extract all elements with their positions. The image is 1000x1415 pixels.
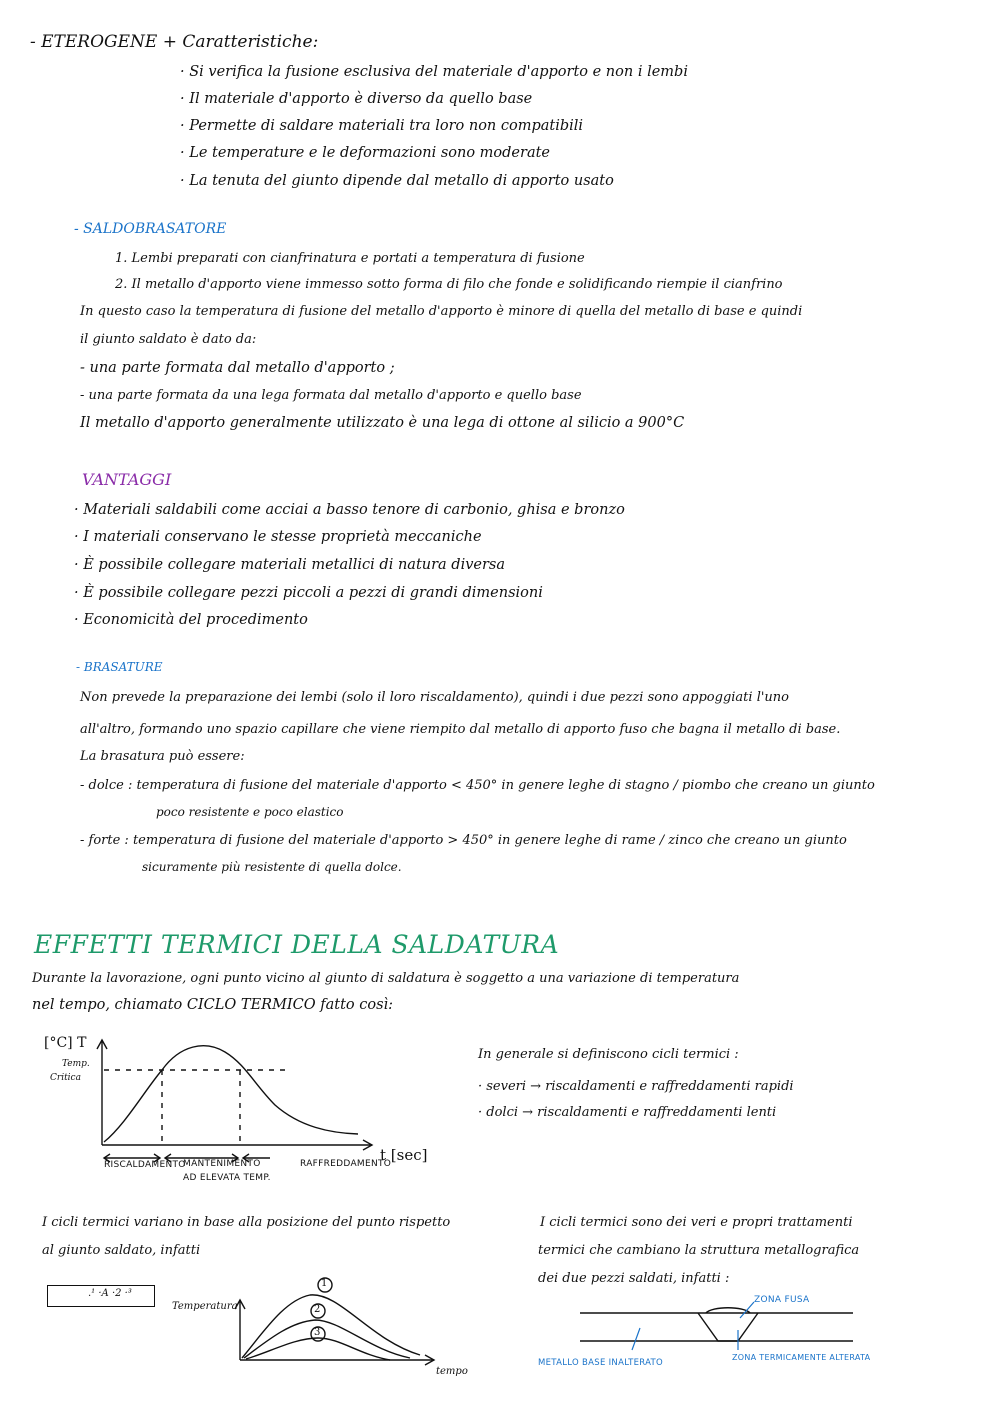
vantaggi-item: · È possibile collegare materiali metallici di natura diversa bbox=[74, 557, 505, 573]
eterogene-heading: - ETEROGENE + Caratteristiche: bbox=[30, 32, 319, 52]
cicli-position-note: I cicli termici variano in base alla posizione del punto rispetto bbox=[42, 1215, 451, 1230]
points-label: .¹ ·A ·2 ·³ bbox=[88, 1288, 132, 1299]
vantaggi-heading: VANTAGGI bbox=[82, 470, 172, 489]
curve-label: 1 bbox=[321, 1278, 328, 1289]
eterogene-bullet: · Si verifica la fusione esclusiva del materiale d'apporto e non i lembi bbox=[180, 64, 688, 80]
brasature-heading: - BRASATURE bbox=[76, 660, 163, 674]
brasatura-forte-cont: sicuramente più resistente di quella dolce. bbox=[142, 860, 402, 874]
graph1-critical-label: Critica bbox=[50, 1073, 81, 1083]
saldobrasatore-step: 1. Lembi preparati con cianfrinatura e portati a temperatura di fusione bbox=[115, 251, 585, 266]
saldobrasatore-step: 2. Il metallo d'apporto viene immesso sotto forma di filo che fonde e solidificando riempie il cianfrino bbox=[115, 277, 783, 292]
effetti-intro: nel tempo, chiamato CICLO TERMICO fatto così: bbox=[32, 997, 394, 1013]
phase-label: MANTENIMENTO bbox=[183, 1159, 261, 1169]
brasature-text: La brasatura può essere: bbox=[80, 749, 245, 764]
brasatura-dolce: - dolce : temperatura di fusione del materiale d'apporto < 450° in genere leghe di stagno / piombo che creano un giunto bbox=[80, 778, 875, 793]
brasatura-dolce-cont: poco resistente e poco elastico bbox=[156, 805, 344, 819]
zona-fusa-label: ZONA FUSA bbox=[754, 1295, 810, 1305]
cicli-note: · severi → riscaldamenti e raffreddamenti rapidi bbox=[478, 1079, 794, 1094]
phase-label: AD ELEVATA TEMP. bbox=[183, 1173, 271, 1183]
saldobrasatore-heading: - SALDOBRASATORE bbox=[74, 221, 227, 237]
eterogene-bullet: · Il materiale d'apporto è diverso da quello base bbox=[180, 91, 533, 107]
brasature-text: all'altro, formando uno spazio capillare che viene riempito dal metallo di apporto fuso che bagna il metallo di base. bbox=[80, 722, 841, 737]
saldobrasatore-text: Il metallo d'apporto generalmente utilizzato è una lega di ottone al silicio a 900°C bbox=[80, 415, 685, 431]
vantaggi-item: · Materiali saldabili come acciai a basso tenore di carbonio, ghisa e bronzo bbox=[74, 502, 625, 518]
trattamenti-note: I cicli termici sono dei veri e propri trattamenti bbox=[540, 1215, 853, 1230]
graph1-y-unit: [°C] T bbox=[44, 1035, 87, 1051]
effetti-title: EFFETTI TERMICI DELLA SALDATURA bbox=[34, 930, 560, 959]
vantaggi-item: · I materiali conservano le stesse proprietà meccaniche bbox=[74, 529, 482, 545]
saldobrasatore-text: In questo caso la temperatura di fusione del metallo d'apporto è minore di quella del metallo di base e quindi bbox=[80, 304, 803, 319]
saldobrasatore-text: il giunto saldato è dato da: bbox=[80, 332, 257, 347]
saldobrasatore-text: - una parte formata dal metallo d'apporto ; bbox=[80, 360, 395, 376]
graph1-critical-label: Temp. bbox=[62, 1059, 90, 1069]
curve-label: 3 bbox=[314, 1327, 321, 1338]
cicli-note: · dolci → riscaldamenti e raffreddamenti lenti bbox=[478, 1105, 777, 1120]
metallo-base-label: METALLO BASE INALTERATO bbox=[538, 1358, 664, 1368]
phase-label: RISCALDAMENTO bbox=[104, 1160, 186, 1170]
curve-label: 2 bbox=[314, 1304, 321, 1315]
brasature-text: Non prevede la preparazione dei lembi (solo il loro riscaldamento), quindi i due pezzi sono appoggiati l'uno bbox=[80, 690, 790, 705]
cicli-position-note: al giunto saldato, infatti bbox=[42, 1243, 201, 1258]
trattamenti-note: termici che cambiano la struttura metallografica bbox=[538, 1243, 860, 1258]
effetti-intro: Durante la lavorazione, ogni punto vicino al giunto di saldatura è soggetto a una variazione di temperatura bbox=[32, 971, 740, 986]
vantaggi-item: · Economicità del procedimento bbox=[74, 612, 308, 628]
phase-label: RAFFREDDAMENTO bbox=[300, 1159, 392, 1169]
saldobrasatore-text: - una parte formata da una lega formata dal metallo d'apporto e quello base bbox=[80, 388, 582, 403]
graph1-x-unit: t [sec] bbox=[380, 1146, 428, 1164]
graph2-y-label: Temperatura bbox=[172, 1301, 238, 1312]
brasatura-forte: - forte : temperatura di fusione del materiale d'apporto > 450° in genere leghe di rame / zinco che creano un giunto bbox=[80, 833, 847, 848]
cicli-note: In generale si definiscono cicli termici : bbox=[478, 1047, 739, 1062]
eterogene-bullet: · La tenuta del giunto dipende dal metallo di apporto usato bbox=[180, 173, 614, 189]
trattamenti-note: dei due pezzi saldati, infatti : bbox=[538, 1271, 730, 1286]
eterogene-bullet: · Permette di saldare materiali tra loro non compatibili bbox=[180, 118, 584, 134]
graph2-x-label: tempo bbox=[436, 1366, 468, 1377]
zona-alterata-label: ZONA TERMICAMENTE ALTERATA bbox=[732, 1353, 871, 1362]
eterogene-bullet: · Le temperature e le deformazioni sono moderate bbox=[180, 145, 550, 161]
vantaggi-item: · È possibile collegare pezzi piccoli a pezzi di grandi dimensioni bbox=[74, 585, 543, 601]
